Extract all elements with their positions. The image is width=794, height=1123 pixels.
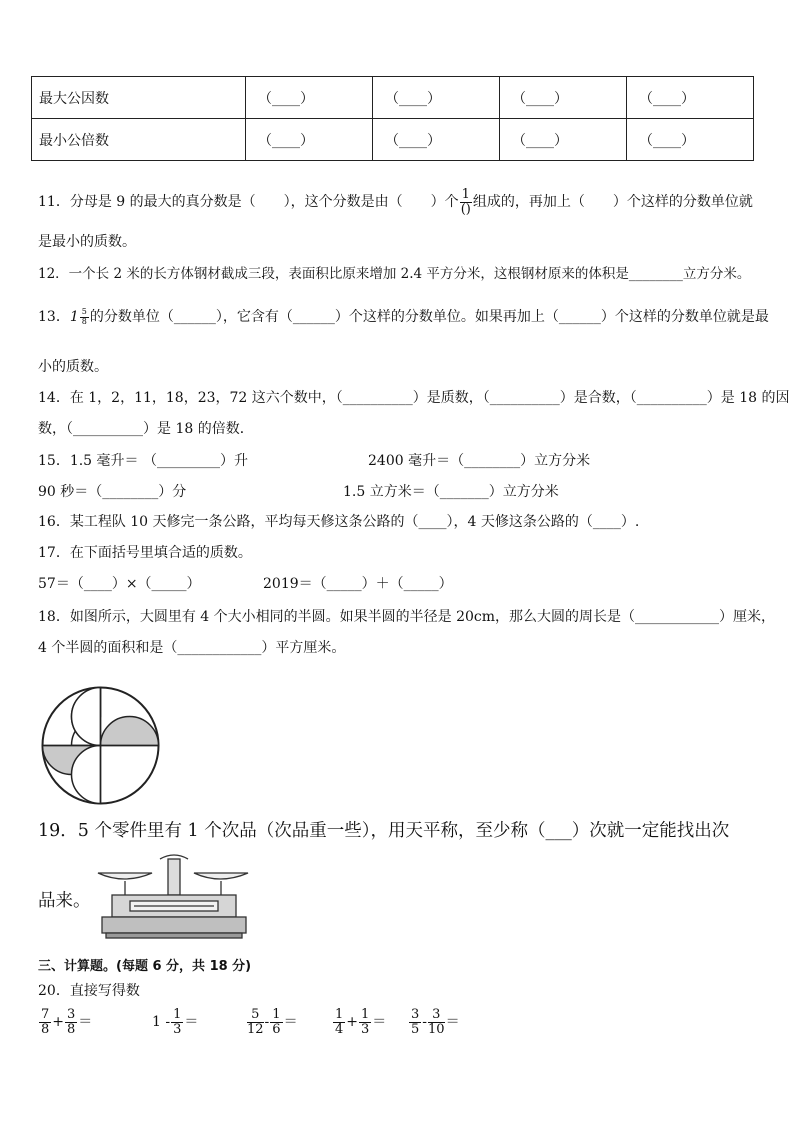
fraction-numerator: 3	[67, 1007, 76, 1022]
fraction	[270, 1008, 282, 1036]
question-15c: 90 秒＝（________）分	[38, 484, 187, 500]
question-text: 组成的，再加上（ ）个这样的分数单位就	[472, 194, 753, 211]
table-row	[32, 119, 754, 161]
row-label: 最小公倍数	[32, 119, 246, 161]
fraction-numerator: 1	[272, 1007, 281, 1022]
question-13	[38, 306, 769, 326]
section-3-heading: 三、计算题。(每题 6 分，共 18 分)	[38, 959, 252, 974]
calc-expression	[152, 1008, 198, 1036]
question-17b: 2019＝（_____）＋（_____）	[263, 576, 453, 592]
answer-blank[interactable]: （____）	[373, 119, 500, 161]
fraction-denominator: 8	[81, 316, 87, 326]
fraction-denominator: 3	[361, 1021, 370, 1037]
fraction-denominator: 10	[428, 1021, 445, 1037]
question-15a: 15．1.5 毫升＝ （_________）升	[38, 453, 248, 469]
factor-table	[31, 76, 754, 161]
answer-blank[interactable]: （____）	[627, 77, 754, 119]
fraction-numerator: 5	[81, 307, 87, 317]
question-14: 14．在 1，2，11，18，23，72 这六个数中，（__________）是质数，（__________）是合数，（__________）是 18 的因	[38, 390, 790, 406]
question-text: 11．分母是 9 的最大的真分数是（ ），这个分数是由（ ）个	[38, 194, 459, 211]
fraction-numerator: 5	[247, 1008, 264, 1023]
question-13-line2: 小的质数。	[38, 359, 108, 375]
question-19-line2: 品来。	[38, 891, 91, 911]
mixed-whole: 1	[69, 309, 79, 325]
fraction	[460, 188, 472, 216]
operator: -	[422, 1014, 428, 1031]
fraction-denominator: 3	[173, 1021, 182, 1037]
calc-expression	[332, 1008, 386, 1036]
fraction	[39, 1008, 51, 1036]
fraction	[428, 1008, 445, 1036]
fraction	[247, 1008, 264, 1036]
fraction-numerator: 3	[411, 1007, 420, 1022]
fraction-denominator: 12	[247, 1021, 264, 1037]
fraction-denominator: 8	[41, 1021, 50, 1037]
question-17a: 57＝（____）×（_____）	[38, 576, 201, 592]
answer-blank[interactable]: （____）	[627, 119, 754, 161]
fraction-denominator: 4	[335, 1021, 344, 1037]
question-20: 20．直接写得数	[38, 983, 140, 999]
fraction-denominator: 5	[411, 1021, 420, 1037]
question-15d: 1.5 立方米＝（_______）立方分米	[343, 484, 559, 500]
fraction	[409, 1008, 421, 1036]
fraction-denominator: ()	[460, 201, 471, 217]
equals-sign: ＝	[78, 1014, 93, 1031]
question-14-line2: 数，（__________）是 18 的倍数．	[38, 421, 254, 437]
calc-expression	[408, 1008, 460, 1036]
fraction-denominator: 8	[67, 1021, 76, 1037]
fraction	[65, 1008, 77, 1036]
fraction	[359, 1008, 371, 1036]
answer-blank[interactable]: （____）	[373, 77, 500, 119]
question-15b: 2400 毫升＝（________）立方分米	[368, 453, 591, 469]
fraction-numerator: 1	[461, 187, 470, 202]
fraction-numerator: 1	[173, 1007, 182, 1022]
question-text: 的分数单位（______），它含有（______）个这样的分数单位。如果再加上（______）个这样的分数单位就是最	[89, 309, 769, 325]
equals-sign: ＝	[184, 1014, 199, 1031]
circle-semicircles-figure	[38, 683, 163, 808]
fraction-numerator: 1	[335, 1007, 344, 1022]
fraction	[171, 1008, 183, 1036]
prefix: 1 -	[152, 1014, 171, 1031]
question-11-line2: 是最小的质数。	[38, 234, 136, 250]
equals-sign: ＝	[283, 1014, 298, 1031]
table-row	[32, 77, 754, 119]
question-16: 16．某工程队 10 天修完一条公路，平均每天修这条公路的（____），4 天修这条公路的（____）.	[38, 514, 640, 530]
equals-sign: ＝	[445, 1014, 460, 1031]
question-12: 12．一个长 2 米的长方体钢材截成三段，表面积比原来增加 2.4 平方分米，这根钢材原来的体积是________立方分米。	[38, 266, 751, 282]
row-label: 最大公因数	[32, 77, 246, 119]
answer-blank[interactable]: （____）	[500, 119, 627, 161]
fraction-numerator: 3	[428, 1008, 445, 1023]
fraction-numerator: 7	[41, 1007, 50, 1022]
calc-expression	[246, 1008, 298, 1036]
answer-blank[interactable]: （____）	[246, 119, 373, 161]
fraction-numerator: 1	[361, 1007, 370, 1022]
answer-blank[interactable]: （____）	[500, 77, 627, 119]
question-11	[38, 188, 753, 216]
fraction	[333, 1008, 345, 1036]
question-17: 17．在下面括号里填合适的质数。	[38, 545, 252, 561]
calc-expression	[38, 1008, 92, 1036]
answer-blank[interactable]: （____）	[246, 77, 373, 119]
question-number: 13．	[38, 309, 70, 325]
balance-scale-icon	[94, 851, 254, 941]
question-19: 19．5 个零件里有 1 个次品（次品重一些），用天平称，至少称（___）次就一定能找出次	[38, 821, 730, 841]
operator: +	[52, 1014, 65, 1031]
question-18-line2: 4 个半圆的面积和是（____________）平方厘米。	[38, 640, 346, 656]
question-18: 18．如图所示，大圆里有 4 个大小相同的半圆。如果半圆的半径是 20cm，那么大圆的周长是（____________）厘米，	[38, 609, 776, 625]
operator: -	[264, 1014, 270, 1031]
mixed-fraction	[80, 308, 89, 326]
equals-sign: ＝	[372, 1014, 387, 1031]
operator: +	[346, 1014, 359, 1031]
fraction-denominator: 6	[272, 1021, 281, 1037]
